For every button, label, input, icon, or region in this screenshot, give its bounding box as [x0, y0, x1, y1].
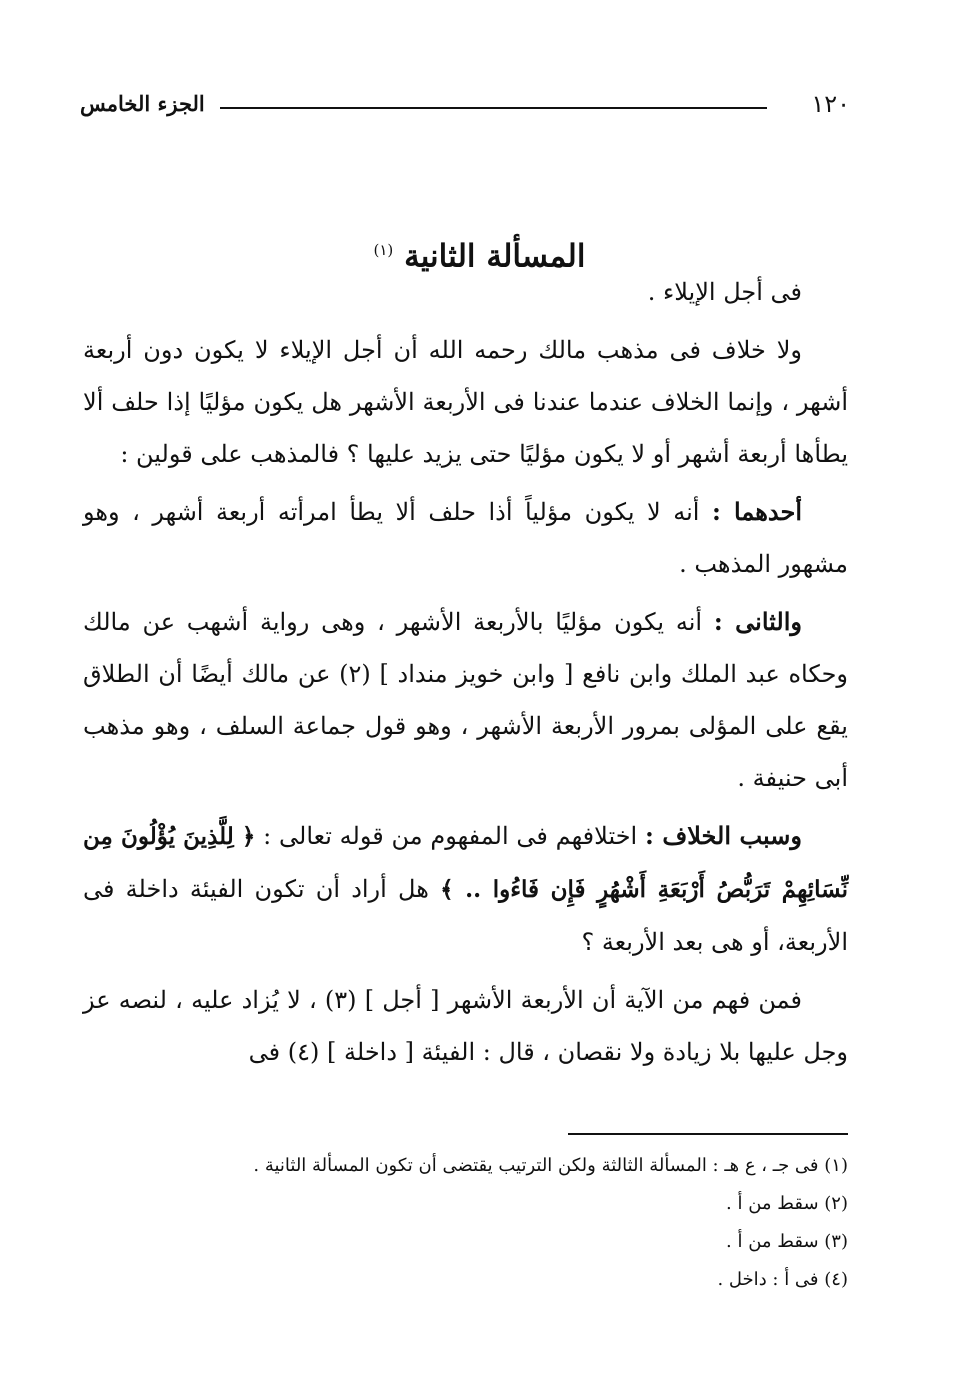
intro-paragraph: ولا خلاف فى مذهب مالك رحمه الله أن أجل الإيلاء لا يكون دون أربعة أشهر ، وإنما الخلاف عندما عندنا فى الأربعة الأشهر هل يكون مؤليًا إذا حلف ألا يطأها أربعة أشهر أو لا يكون مؤليًا حتى يزيد عليها ؟ فالمذهب على قولين : — [83, 336, 848, 468]
running-title: الجزء الخامس — [80, 91, 205, 116]
main-text — [83, 266, 848, 1078]
second-opinion-paragraph — [83, 596, 848, 804]
quran-quote: ﴿ لِلَّذِينَ يُؤْلُونَ مِن نِّسَائِهِمْ تَرَبُّصُ أَرْبَعَةِ أَشْهُرٍ فَإِن فَاءُوا .. ﴾ — [83, 823, 848, 903]
conclusion-footnote-marker-one: (٣) — [324, 986, 357, 1014]
conclusion-text-part-two: ، لا يُزاد عليه ، لنصه عز وجل عليها بلا زيادة ولا نقصان ، قال : الفيئة [ داخلة ] — [83, 986, 848, 1066]
cause-paragraph — [83, 810, 848, 968]
second-opinion-text-part-one: أنه يكون مؤليًا بالأربعة الأشهر ، وهى رواية أشهب عن مالك وحكاه عبد الملك وابن نافع [ وابن خويز منداد ] — [83, 608, 849, 688]
title-footnote-marker: (١) — [373, 240, 394, 259]
footnotes — [148, 1147, 848, 1299]
footnote-item: (٤) فى أ : داخل . — [717, 1269, 848, 1290]
page-number: ١٢٠ — [811, 90, 850, 118]
first-opinion-text: أنه لا يكون مؤلياً أذا حلف ألا يطأ امرأته أربعة أشهر ، وهو مشهور المذهب . — [83, 498, 848, 578]
cause-label: وسبب الخلاف : — [644, 821, 802, 850]
cause-text-part-one: اختلافهم فى المفهوم من قوله تعالى : — [263, 822, 638, 850]
conclusion-paragraph — [83, 974, 848, 1078]
header-rule — [220, 107, 767, 109]
topic-line: فى أجل الإيلاء . — [647, 278, 802, 306]
first-opinion-label: أحدهما : — [711, 497, 802, 526]
second-opinion-text-part-two: عن مالك أيضًا أن الطلاق يقع على المؤلى بمرور الأربعة الأشهر ، وهو قول جماعة السلف ، وهو مذهب أبى حنيفة . — [83, 660, 848, 792]
footnote-item: (١) فى جـ ، ع هـ : المسألة الثالثة ولكن الترتيب يقتضى أن تكون المسألة الثانية . — [253, 1155, 848, 1176]
footnote-rule — [568, 1133, 848, 1135]
page-header — [80, 88, 850, 124]
first-opinion-paragraph — [83, 486, 848, 590]
footnote-item: (٢) سقط من أ . — [726, 1193, 848, 1214]
cause-text-part-two: هل أراد أن تكون الفيئة داخلة فى الأربعة، أو هى بعد الأربعة ؟ — [83, 875, 848, 956]
conclusion-footnote-marker-two: (٤) — [287, 1038, 320, 1066]
second-opinion-footnote-marker: (٢) — [339, 660, 371, 688]
section-title-text: المسألة الثانية — [404, 238, 586, 275]
conclusion-text-part-one: فمن فهم من الآية أن الأربعة الأشهر [ أجل ] — [364, 986, 803, 1014]
conclusion-text-part-three: فى — [248, 1038, 281, 1066]
footnote-item: (٣) سقط من أ . — [726, 1231, 848, 1252]
second-opinion-label: والثانى : — [713, 607, 802, 636]
